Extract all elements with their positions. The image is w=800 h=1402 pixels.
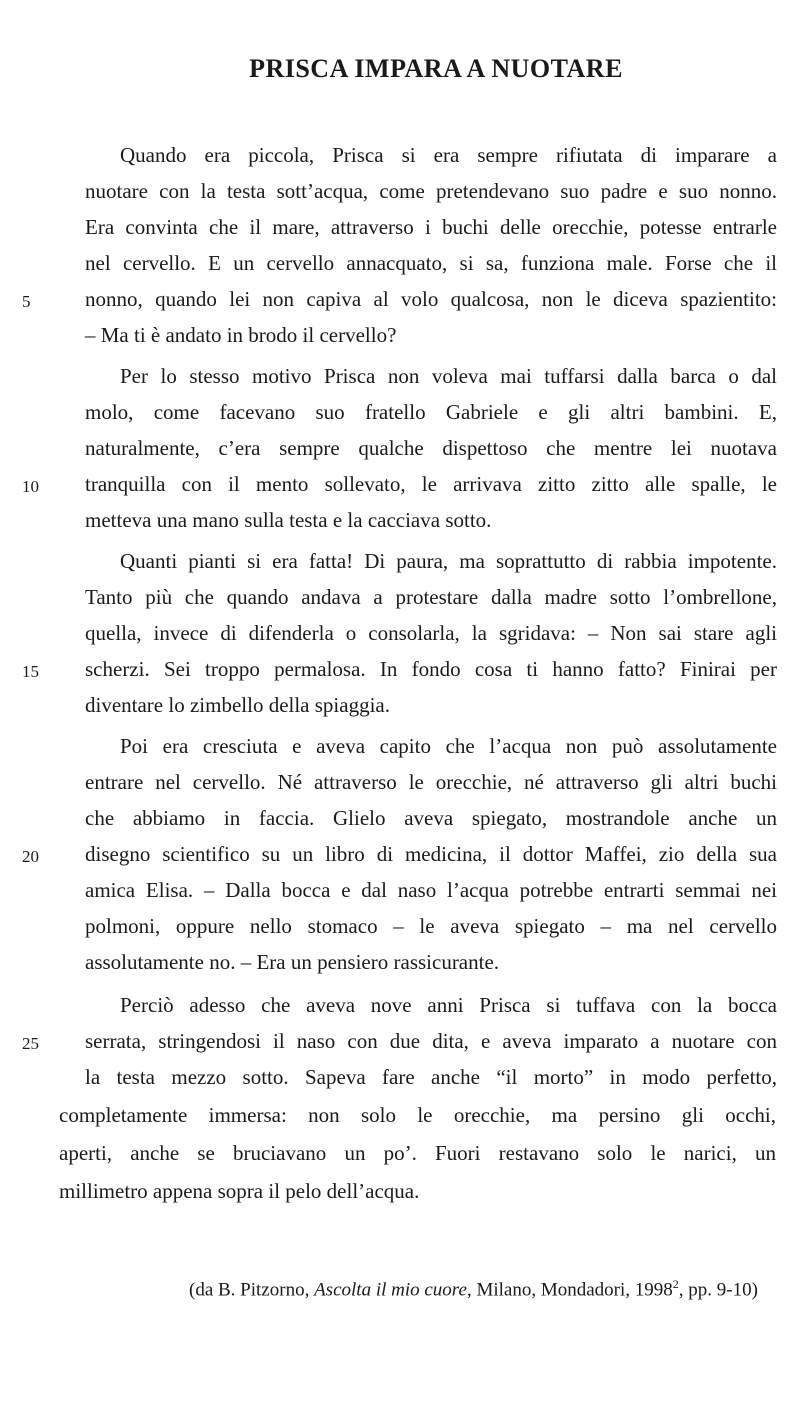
- citation-publisher: Milano, Mondadori, 1998: [471, 1279, 673, 1301]
- citation-edition: 2: [672, 1277, 679, 1291]
- line-number: 20: [22, 847, 39, 866]
- page-title: PRISCA IMPARA A NUOTARE: [249, 54, 623, 83]
- citation-pages: , pp. 9-10): [678, 1279, 758, 1301]
- text-line: aperti, anche se bruciavano un po’. Fuori restavano solo le narici, un: [59, 1141, 776, 1165]
- text-line: Tanto più che quando andava a protestare dalla madre sotto l’ombrellone,: [85, 585, 777, 609]
- text-line: amica Elisa. – Dalla bocca e dal naso l’acqua potrebbe entrarti semmai nei: [85, 878, 777, 902]
- text-line: la testa mezzo sotto. Sapeva fare anche “il morto” in modo perfetto,: [85, 1065, 777, 1089]
- text-line: che abbiamo in faccia. Glielo aveva spiegato, mostrandole anche un: [85, 806, 777, 830]
- text-line: Quanti pianti si era fatta! Di paura, ma soprattutto di rabbia impotente.: [120, 549, 777, 573]
- citation-book-title: Ascolta il mio cuore,: [314, 1279, 472, 1301]
- text-line: nel cervello. E un cervello annacquato, si sa, funziona male. Forse che il: [85, 251, 777, 275]
- text-line: nuotare con la testa sott’acqua, come pretendevano suo padre e suo nonno.: [85, 179, 777, 203]
- text-line: diventare lo zimbello della spiaggia.: [85, 693, 390, 717]
- line-number: 25: [22, 1034, 39, 1053]
- text-line: serrata, stringendosi il naso con due dita, e aveva imparato a nuotare con: [85, 1029, 777, 1053]
- text-line: naturalmente, c’era sempre qualche dispettoso che mentre lei nuotava: [85, 436, 777, 460]
- citation-prefix: (da B. Pitzorno,: [189, 1279, 315, 1301]
- text-line: molo, come facevano suo fratello Gabriele e gli altri bambini. E,: [85, 400, 777, 424]
- line-number: 5: [22, 292, 31, 311]
- source-citation: [189, 1277, 758, 1301]
- text-line: Poi era cresciuta e aveva capito che l’acqua non può assolutamente: [120, 734, 777, 758]
- text-line: millimetro appena sopra il pelo dell’acqua.: [59, 1179, 420, 1203]
- text-line: tranquilla con il mento sollevato, le arrivava zitto zitto alle spalle, le: [85, 472, 777, 496]
- text-line: – Ma ti è andato in brodo il cervello?: [85, 323, 397, 347]
- text-line: polmoni, oppure nello stomaco – le aveva spiegato – ma nel cervello: [85, 914, 777, 938]
- text-line: scherzi. Sei troppo permalosa. In fondo cosa ti hanno fatto? Finirai per: [85, 657, 777, 681]
- text-line: Perciò adesso che aveva nove anni Prisca si tuffava con la bocca: [120, 993, 777, 1017]
- text-line: metteva una mano sulla testa e la cacciava sotto.: [85, 508, 492, 532]
- text-line: completamente immersa: non solo le orecchie, ma persino gli occhi,: [59, 1103, 776, 1127]
- text-line: assolutamente no. – Era un pensiero rassicurante.: [85, 950, 500, 974]
- text-line: Per lo stesso motivo Prisca non voleva mai tuffarsi dalla barca o dal: [120, 364, 777, 388]
- text-line: entrare nel cervello. Né attraverso le orecchie, né attraverso gli altri buchi: [85, 770, 777, 794]
- text-line: Quando era piccola, Prisca si era sempre rifiutata di imparare a: [120, 143, 777, 167]
- text-line: disegno scientifico su un libro di medicina, il dottor Maffei, zio della sua: [85, 842, 777, 866]
- text-line: Era convinta che il mare, attraverso i buchi delle orecchie, potesse entrarle: [85, 215, 777, 239]
- line-number: 15: [22, 662, 39, 681]
- text-line: quella, invece di difenderla o consolarla, la sgridava: – Non sai stare agli: [85, 621, 777, 645]
- line-number: 10: [22, 477, 39, 496]
- text-line: nonno, quando lei non capiva al volo qualcosa, non le diceva spazientito:: [85, 287, 777, 311]
